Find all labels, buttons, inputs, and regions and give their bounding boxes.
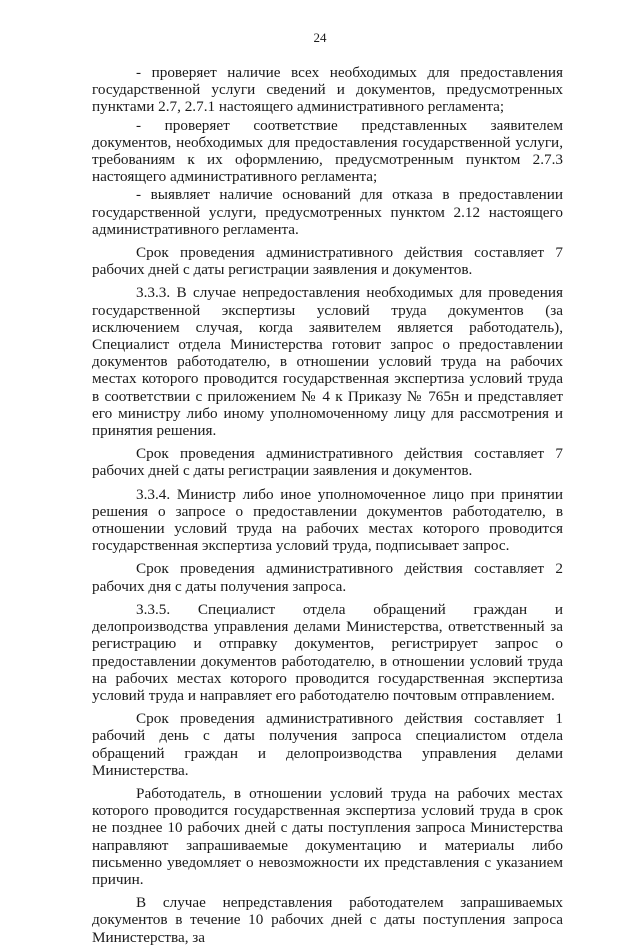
paragraph-term-7-days: Срок проведения административного действия составляет 7 рабочих дней с даты регистрации заявления и документов. — [92, 244, 563, 279]
page-number: 24 — [313, 30, 327, 45]
paragraph-3-3-3: 3.3.3. В случае непредоставления необходимых для проведения государственной экспертизы условий труда документов (за исключением случая, когда заявителем является работодатель), Специалист отдела Министерства готовит запрос о предоставлении документов работодателю, в отношении условий труда на рабочих местах которого проводится государственная экспертиза условий труда в соответствии с приложением № 4 к Приказу № 765н и представляет его министру либо иному уполномоченному лицу для рассмотрения и принятия решения. — [92, 284, 563, 440]
paragraph-3-3-4: 3.3.4. Министр либо иное уполномоченное лицо при принятии решения о запросе о предоставлении документов работодателю, в отношении условий труда на рабочих местах которого проводится государственная экспертиза условий труда, подписывает запрос. — [92, 485, 563, 555]
paragraph-term-7-days-2: Срок проведения административного действия составляет 7 рабочих дней с даты регистрации заявления и документов. — [92, 445, 563, 480]
paragraph-employer-response: Работодатель, в отношении условий труда на рабочих местах которого проводится государственная экспертиза условий труда в срок не позднее 10 рабочих дней с даты поступления запроса Министерства направляют запрашиваемые документацию и материалы либо письменно уведомляет о невозможности их представления с указанием причин. — [92, 784, 563, 888]
paragraph-check-compliance: - проверяет соответствие представленных заявителем документов, необходимых для предоставления государственной услуги, требованиям к их оформлению, предусмотренным пунктом 2.7.3 настоящего административного регламента; — [92, 116, 563, 186]
document-body — [92, 64, 563, 952]
paragraph-3-3-5: 3.3.5. Специалист отдела обращений граждан и делопроизводства управления делами Министерства, ответственный за регистрацию и отправку документов, регистрирует запрос о предоставлении документов работодателю, в отношении условий труда на рабочих местах которого проводится государственная экспертиза условий труда и направляет его работодателю почтовым отправлением. — [92, 600, 563, 704]
paragraph-check-documents: - проверяет наличие всех необходимых для предоставления государственной услуги сведений и документов, предусмотренных пунктами 2.7, 2.7.1 настоящего административного регламента; — [92, 64, 563, 116]
paragraph-non-submission: В случае непредставления работодателем запрашиваемых документов в течение 10 рабочих дней с даты поступления запроса Министерства, за — [92, 894, 563, 946]
paragraph-term-2-days: Срок проведения административного действия составляет 2 рабочих дня с даты получения запроса. — [92, 560, 563, 595]
paragraph-refusal-grounds: - выявляет наличие оснований для отказа в предоставлении государственной услуги, предусмотренных пунктом 2.12 настоящего административного регламента. — [92, 186, 563, 238]
paragraph-term-1-day: Срок проведения административного действия составляет 1 рабочий день с даты получения запроса специалистом отдела обращений граждан и делопроизводства управления делами Министерства. — [92, 710, 563, 779]
